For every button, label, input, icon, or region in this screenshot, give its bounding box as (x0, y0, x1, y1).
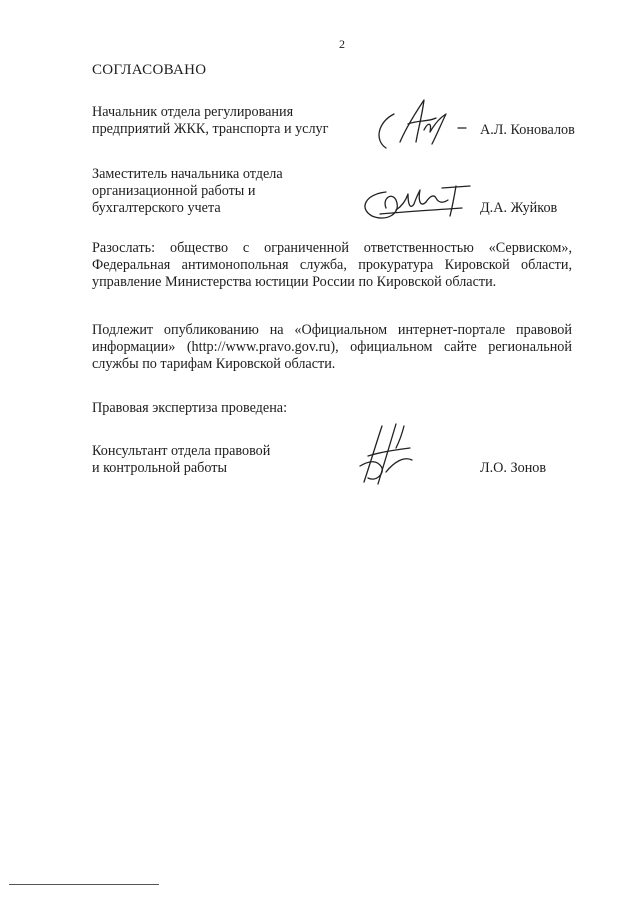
consultant-position (92, 443, 270, 477)
approver-2-position-line: Заместитель начальника отдела (92, 166, 283, 182)
approval-heading: СОГЛАСОВАНО (92, 62, 207, 78)
approver-2-position-line: организационной работы и (92, 183, 256, 199)
page-number: 2 (339, 37, 345, 51)
legal-review-note: Правовая экспертиза проведена: (92, 400, 288, 416)
footer-rule (9, 884, 159, 885)
consultant-position-line: и контрольной работы (92, 460, 227, 476)
approver-1-position-line: Начальник отдела регулирования (92, 104, 294, 120)
approver-2-name: Д.А. Жуйков (480, 200, 558, 216)
signature-zonov (352, 420, 422, 490)
distribution-label: Разослать: (92, 240, 156, 256)
approver-1-name: А.Л. Коновалов (480, 122, 575, 138)
signature-konovalov (366, 92, 476, 154)
approver-2-position-line: бухгалтерского учета (92, 200, 221, 216)
approver-1-position-line: предприятий ЖКК, транспорта и услуг (92, 121, 329, 137)
consultant-position-line: Консультант отдела правовой (92, 443, 271, 459)
signature-zhuikov (352, 180, 478, 226)
distribution-paragraph (92, 240, 572, 291)
distribution-text: общество с ограниченной ответственностью «Сервиском», Федеральная антимонопольная служба, прокуратура Кировской области, управление Министерства юстиции России по Кировской области. (92, 240, 573, 290)
approver-2-position (92, 166, 283, 217)
approver-1-position (92, 104, 328, 138)
consultant-name: Л.О. Зонов (480, 460, 547, 476)
publication-paragraph: Подлежит опубликованию на «Официальном интернет-портале правовой информации» (http://www.pravo.gov.ru), официальном сайте региональной службы по тарифам Кировской области. (92, 322, 572, 372)
